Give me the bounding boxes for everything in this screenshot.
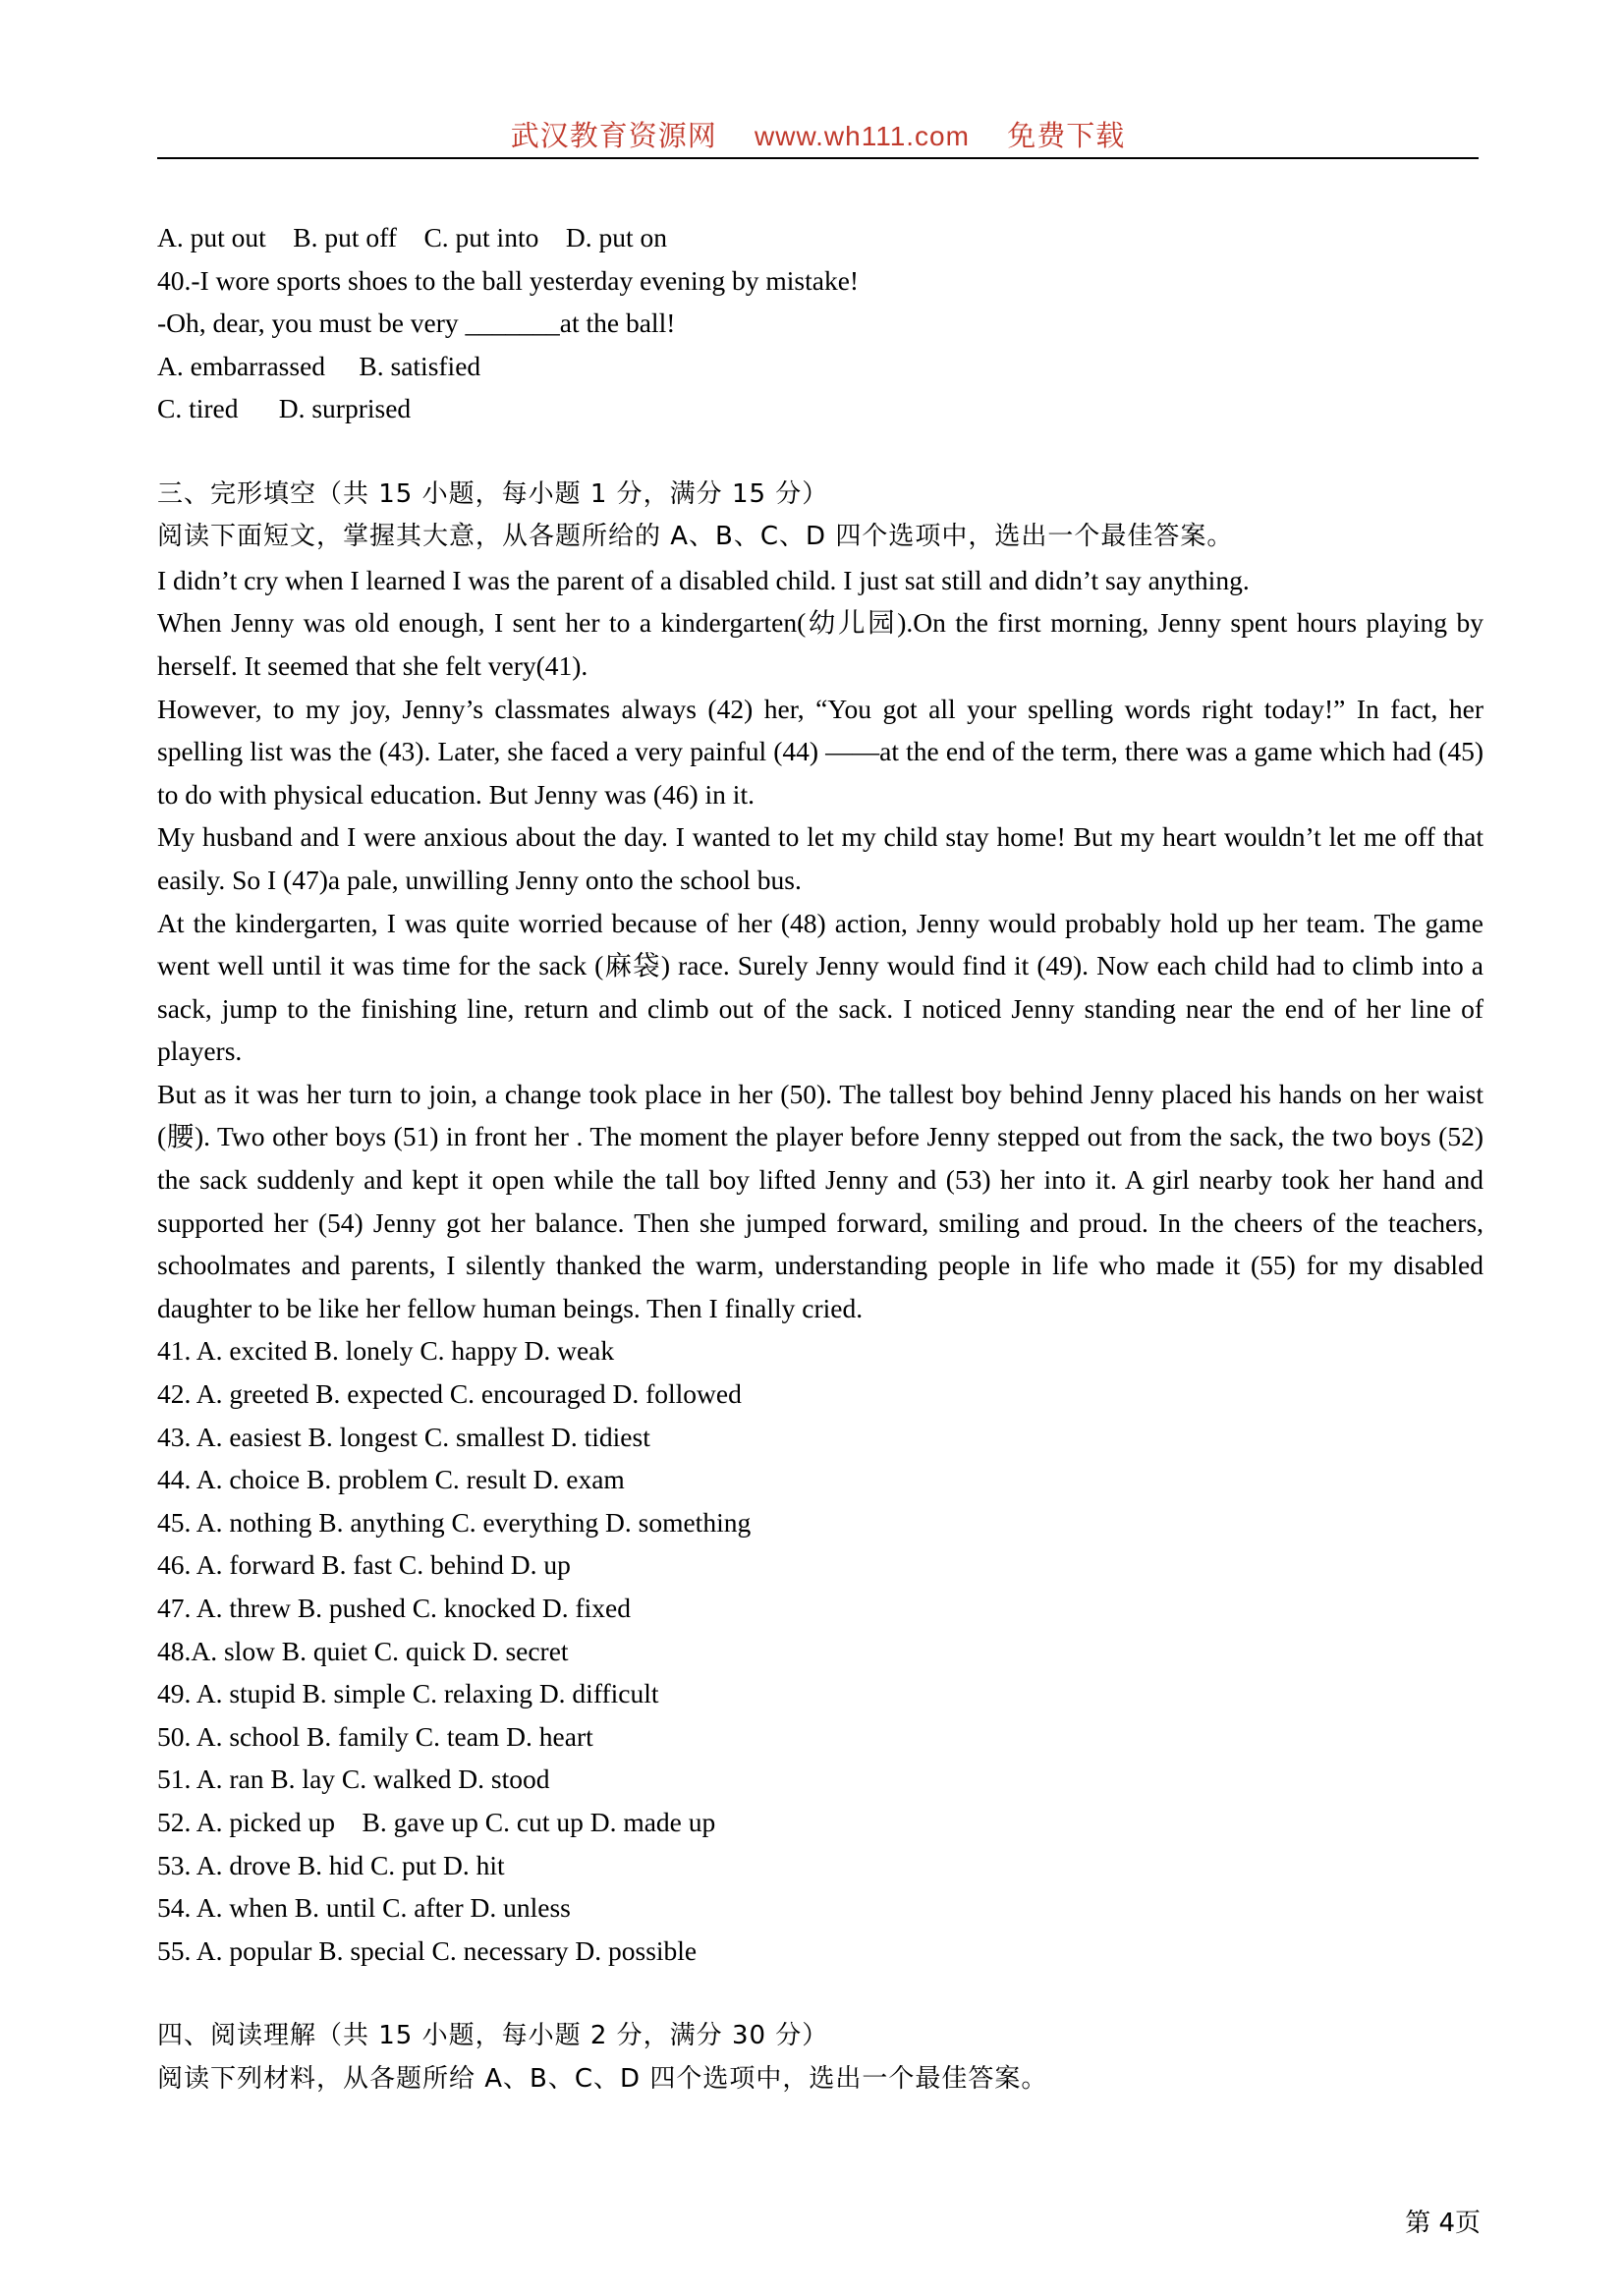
q40-question: 40.-I wore sports shoes to the ball yesterday evening by mistake!: [157, 264, 860, 296]
passage-paragraph: But as it was her turn to join, a change took place in her (50). The tallest boy behind Jenny placed his hands on her waist (腰). Two other boys (51) in front her . The moment the player before Jenny stepped out from the sack, the two boys (52) the sack suddenly and kept it open while the tall boy lifted Jenny and (53) her into it. A girl nearby took her hand and supported her (54) Jenny got her balance. Then she jumped forward, smiling and proud. In the cheers of the teachers, schoolmates and parents, I silently thanked the warm, understanding people in life who made it (55) for my disabled daughter to be like her fellow human beings. Then I finally cried.: [157, 1078, 1483, 1323]
free-download-label: 免费下载: [1007, 119, 1126, 152]
passage-paragraph: My husband and I were anxious about the day. I wanted to let my child stay home! But my heart wouldn’t let me off that easily. So I (47)a pale, unwilling Jenny onto the school bus.: [157, 821, 1483, 895]
passage-paragraph: However, to my joy, Jenny’s classmates always (42) her, “You got all your spelling words right today!” In fact, her spelling list was the (43). Later, she faced a very painful (44) ——at the end of the term, there was a game which had (45) to do with physical education. But Jenny was (46) in it.: [157, 693, 1483, 810]
cloze-option: 54. A. when B. until C. after D. unless: [157, 1892, 571, 1924]
cloze-option: 47. A. threw B. pushed C. knocked D. fixed: [157, 1593, 631, 1623]
cloze-option: 55. A. popular B. special C. necessary D. possible: [157, 1934, 698, 1966]
cloze-option: 48.A. slow B. quiet C. quick D. secret: [157, 1635, 569, 1666]
cloze-option: 50. A. school B. family C. team D. heart: [157, 1720, 593, 1752]
cloze-option: 49. A. stupid B. simple C. relaxing D. difficult: [157, 1678, 659, 1709]
q40-options-cd: C. tired D. surprised: [157, 393, 412, 424]
site-name: 武汉教育资源网: [510, 119, 717, 152]
cloze-option: 43. A. easiest B. longest C. smallest D. tidiest: [157, 1421, 650, 1452]
cloze-option: 51. A. ran B. lay C. walked D. stood: [157, 1764, 550, 1795]
cloze-option: 45. A. nothing B. anything C. everything D. something: [157, 1506, 752, 1538]
passage-paragraph: I didn’t cry when I learned I was the parent of a disabled child. I just sat still and didn’t say anything.: [157, 564, 1250, 595]
q39-options: A. put out B. put off C. put into D. put on: [157, 222, 667, 252]
q40-response: -Oh, dear, you must be very _______at the ball!: [157, 308, 676, 339]
q40-options-ab: A. embarrassed B. satisfied: [157, 350, 481, 381]
passage-paragraph: When Jenny was old enough, I sent her to a kindergarten(幼儿园).On the first morning, Jenny spent hours playing by herself. It seemed that she felt very(41).: [157, 607, 1483, 681]
cloze-option: 42. A. greeted B. expected C. encouraged D. followed: [157, 1378, 742, 1410]
cloze-option: 46. A. forward B. fast C. behind D. up: [157, 1549, 571, 1581]
section4-title: 四、阅读理解（共 15 小题，每小题 2 分，满分 30 分）: [157, 2020, 829, 2050]
cloze-option: 44. A. choice B. problem C. result D. exam: [157, 1464, 625, 1495]
cloze-option: 53. A. drove B. hid C. put D. hit: [157, 1849, 505, 1880]
header-rule: [157, 157, 1479, 159]
section3-title: 三、完形填空（共 15 小题，每小题 1 分，满分 15 分）: [157, 478, 829, 509]
page-number: 第 4页: [1405, 2209, 1481, 2238]
cloze-option: 52. A. picked up B. gave up C. cut up D. made up: [157, 1806, 716, 1837]
cloze-option: 41. A. excited B. lonely C. happy D. weak: [157, 1335, 615, 1367]
document-body: [157, 216, 1483, 2100]
section4-instruction: 阅读下列材料，从各题所给 A、B、C、D 四个选项中，选出一个最佳答案。: [157, 2063, 1048, 2094]
passage-paragraph: At the kindergarten, I was quite worried because of her (48) action, Jenny would probably hold up her team. The game went well until it was time for the sack (麻袋) race. Surely Jenny would find it (49). Now each child had to climb into a sack, jump to the finishing line, return and climb out of the sack. I noticed Jenny standing near the end of her line of players.: [157, 907, 1483, 1067]
site-url-link[interactable]: www.wh111.com: [755, 121, 970, 151]
section3-instruction: 阅读下面短文，掌握其大意，从各题所给的 A、B、C、D 四个选项中，选出一个最佳答案。: [157, 522, 1234, 552]
page-header: [157, 114, 1479, 154]
